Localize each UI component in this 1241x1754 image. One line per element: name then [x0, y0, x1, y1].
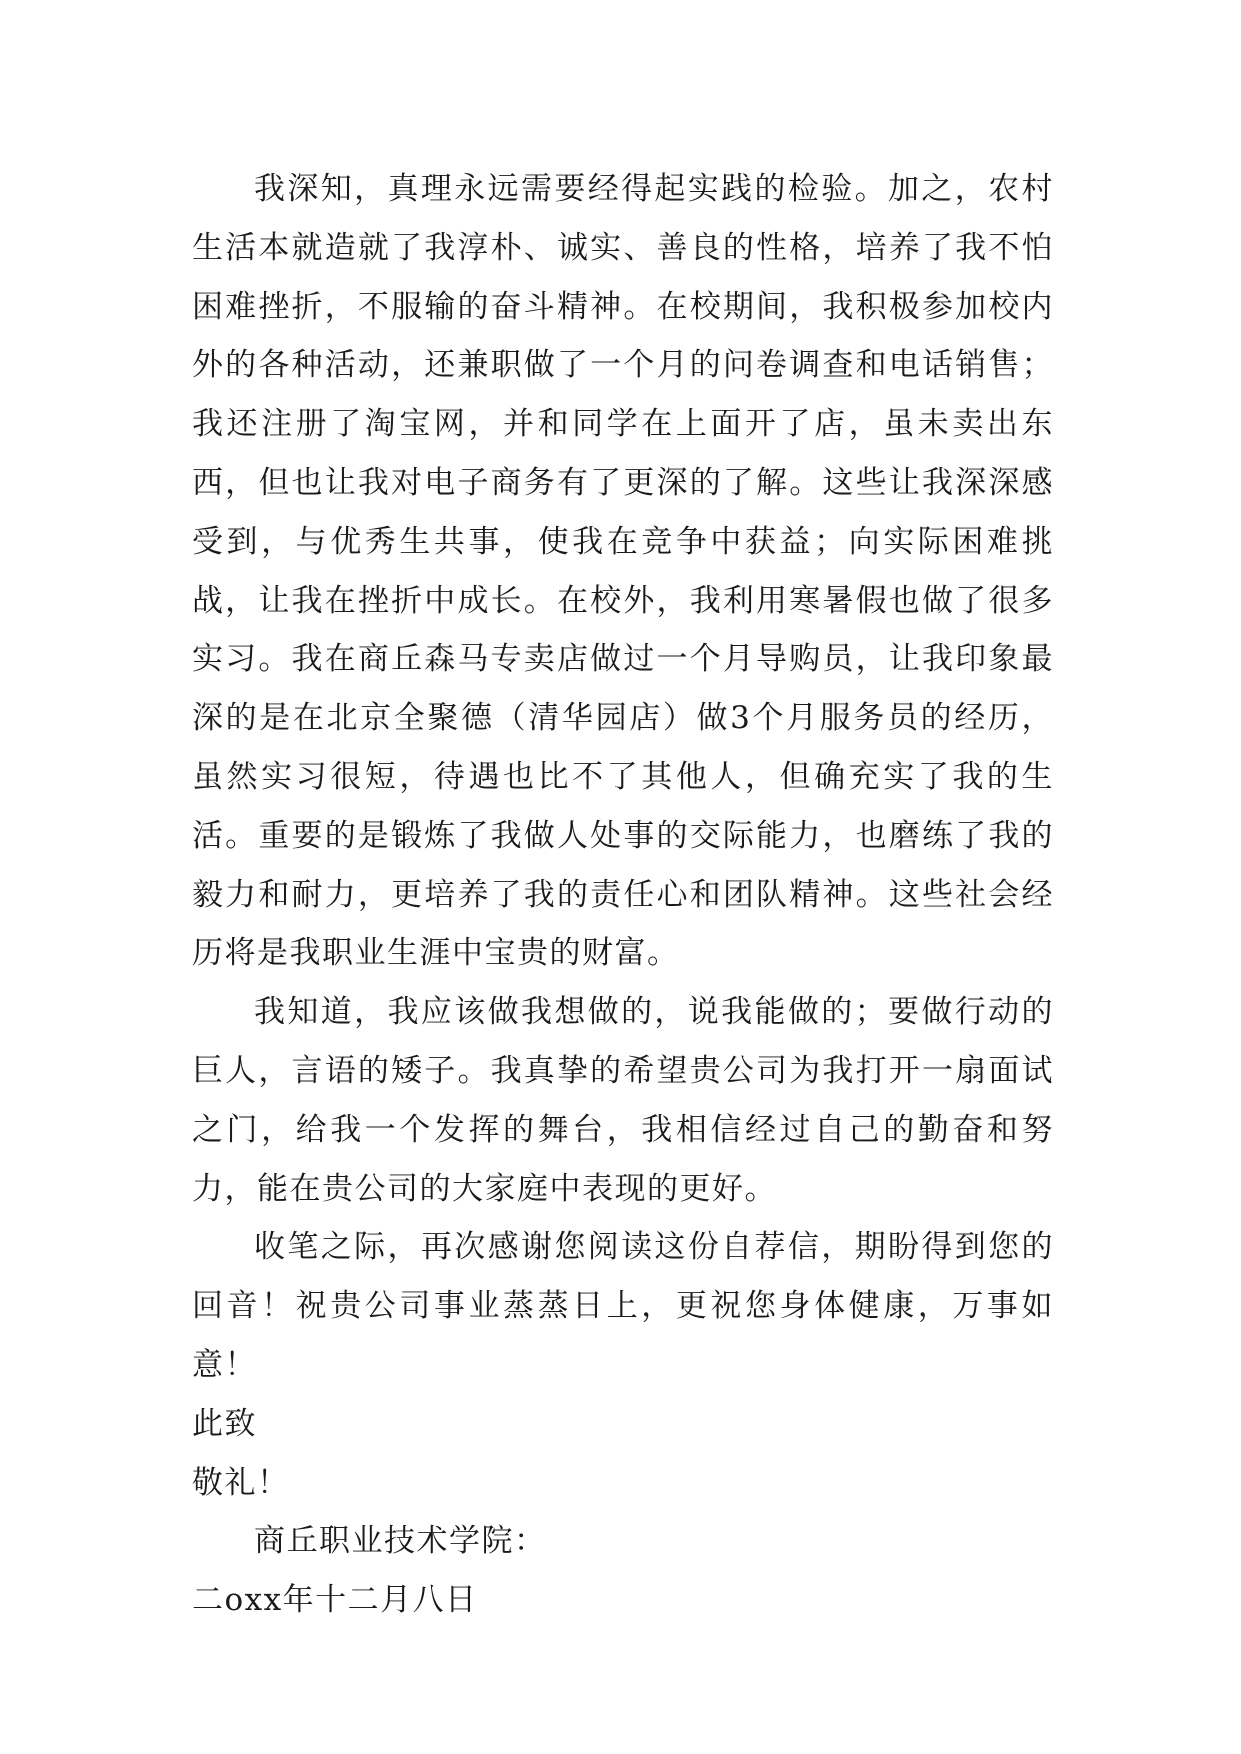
closing-regards: 敬礼！	[192, 1464, 290, 1501]
paragraph-experience: 我深知，真理永远需要经得起实践的检验。加之，农村生活本就造就了我淳朴、诚实、善良的性格，培养了我不怕困难挫折，不服输的奋斗精神。在校期间，我积极参加校内外的各种活动，还兼职做了一个月的问卷调查和电话销售；我还注册了淘宝网，并和同学在上面开了店，虽未卖出东西，但也让我对电子商务有了更深的了解。这些让我深深感受到，与优秀生共事，使我在竞争中获益；向实际困难挑战，让我在挫折中成长。在校外，我利用寒暑假也做了很多实习。我在商丘森马专卖店做过一个月导购员，让我印象最深的是在北京全聚德（清华园店）做3个月服务员的经历，虽然实习很短，待遇也比不了其他人，但确充实了我的生活。重要的是锻炼了我做人处事的交际能力，也磨练了我的毅力和耐力，更培养了我的责任心和团队精神。这些社会经历将是我职业生涯中宝贵的财富。	[192, 171, 1054, 972]
signature: 商丘职业技术学院：	[254, 1523, 547, 1560]
letter-body	[192, 160, 1054, 1630]
closing-salutation: 此致	[192, 1405, 257, 1442]
paragraph-thanks: 收笔之际，再次感谢您阅读这份自荐信，期盼得到您的回音！祝贵公司事业蒸蒸日上，更祝您身体健康，万事如意！	[192, 1229, 1054, 1383]
paragraph-aspiration: 我知道，我应该做我想做的，说我能做的；要做行动的巨人，言语的矮子。我真挚的希望贵公司为我打开一扇面试之门，给我一个发挥的舞台，我相信经过自己的勤奋和努力，能在贵公司的大家庭中表现的更好。	[192, 994, 1054, 1207]
date: 二oxx年十二月八日	[192, 1582, 478, 1619]
